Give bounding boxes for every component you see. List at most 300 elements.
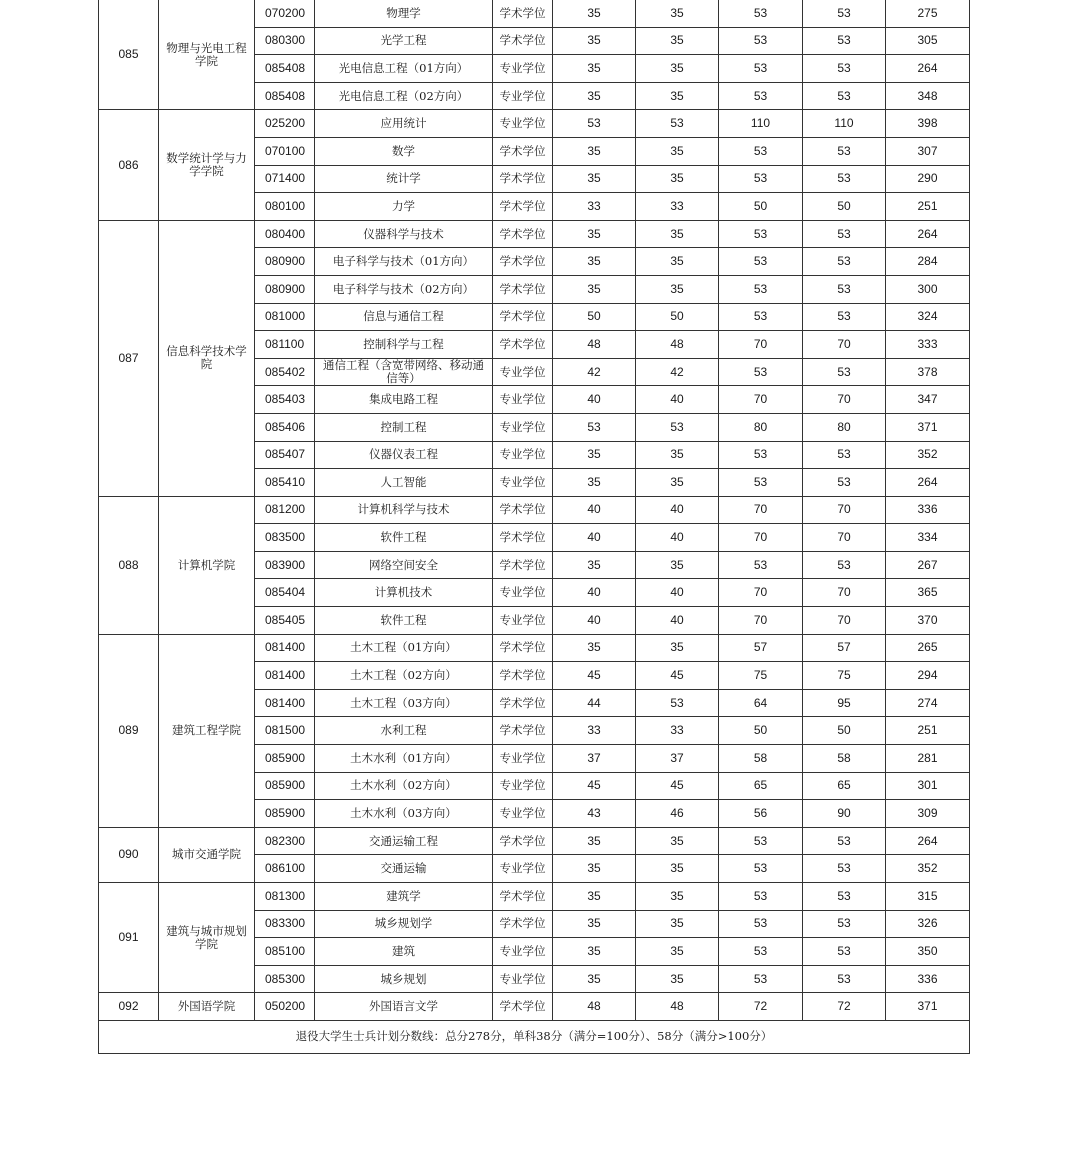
degree-type: 专业学位 xyxy=(493,855,553,883)
score-politics: 43 xyxy=(553,800,636,828)
score-subject-two: 53 xyxy=(803,883,886,911)
score-politics: 33 xyxy=(553,193,636,221)
score-politics: 45 xyxy=(553,662,636,690)
major-code: 081200 xyxy=(255,496,315,524)
score-subject-two: 80 xyxy=(803,413,886,441)
score-total: 307 xyxy=(886,137,970,165)
major-name: 土木工程（03方向） xyxy=(315,689,493,717)
score-politics: 40 xyxy=(553,607,636,635)
score-politics: 35 xyxy=(553,137,636,165)
score-politics: 35 xyxy=(553,0,636,27)
score-subject-two: 50 xyxy=(803,717,886,745)
score-subject-one: 53 xyxy=(719,441,803,469)
major-name: 城乡规划学 xyxy=(315,910,493,938)
score-subject-two: 53 xyxy=(803,0,886,27)
score-subject-two: 53 xyxy=(803,275,886,303)
score-foreign-language: 50 xyxy=(636,303,719,331)
degree-type: 学术学位 xyxy=(493,0,553,27)
score-subject-two: 53 xyxy=(803,220,886,248)
major-name: 控制工程 xyxy=(315,413,493,441)
score-subject-one: 110 xyxy=(719,110,803,138)
major-name: 仪器仪表工程 xyxy=(315,441,493,469)
degree-type: 学术学位 xyxy=(493,165,553,193)
score-total: 264 xyxy=(886,220,970,248)
college-name: 计算机学院 xyxy=(159,496,255,634)
score-subject-one: 72 xyxy=(719,993,803,1021)
score-foreign-language: 35 xyxy=(636,855,719,883)
score-foreign-language: 40 xyxy=(636,524,719,552)
score-total: 365 xyxy=(886,579,970,607)
score-total: 348 xyxy=(886,82,970,110)
score-subject-two: 53 xyxy=(803,165,886,193)
major-name: 电子科学与技术（02方向） xyxy=(315,275,493,303)
degree-type: 学术学位 xyxy=(493,827,553,855)
degree-type: 学术学位 xyxy=(493,137,553,165)
score-subject-two: 53 xyxy=(803,303,886,331)
score-subject-one: 53 xyxy=(719,165,803,193)
major-name: 外国语言文学 xyxy=(315,993,493,1021)
score-subject-two: 65 xyxy=(803,772,886,800)
score-politics: 42 xyxy=(553,358,636,386)
score-foreign-language: 35 xyxy=(636,634,719,662)
score-total: 336 xyxy=(886,496,970,524)
score-politics: 35 xyxy=(553,855,636,883)
college-code: 089 xyxy=(99,634,159,827)
score-total: 264 xyxy=(886,469,970,497)
degree-type: 专业学位 xyxy=(493,965,553,993)
score-subject-two: 70 xyxy=(803,386,886,414)
score-subject-one: 70 xyxy=(719,386,803,414)
major-code: 081400 xyxy=(255,662,315,690)
major-name: 统计学 xyxy=(315,165,493,193)
degree-type: 学术学位 xyxy=(493,496,553,524)
score-subject-one: 70 xyxy=(719,579,803,607)
score-subject-two: 53 xyxy=(803,910,886,938)
major-name: 土木工程（02方向） xyxy=(315,662,493,690)
score-foreign-language: 35 xyxy=(636,883,719,911)
score-foreign-language: 53 xyxy=(636,413,719,441)
score-total: 275 xyxy=(886,0,970,27)
major-code: 080900 xyxy=(255,275,315,303)
veteran-plan-footnote: 退役大学生士兵计划分数线：总分278分，单科38分（满分=100分）、58分（满分>100分） xyxy=(99,1020,970,1053)
score-subject-one: 50 xyxy=(719,193,803,221)
score-foreign-language: 45 xyxy=(636,772,719,800)
score-subject-one: 70 xyxy=(719,524,803,552)
degree-type: 学术学位 xyxy=(493,689,553,717)
score-politics: 35 xyxy=(553,551,636,579)
major-code: 085900 xyxy=(255,800,315,828)
table-row xyxy=(99,0,970,27)
score-total: 336 xyxy=(886,965,970,993)
degree-type: 学术学位 xyxy=(493,27,553,55)
score-politics: 35 xyxy=(553,883,636,911)
table-row xyxy=(99,220,970,248)
score-subject-one: 53 xyxy=(719,303,803,331)
degree-type: 学术学位 xyxy=(493,993,553,1021)
major-code: 085407 xyxy=(255,441,315,469)
major-name: 仪器科学与技术 xyxy=(315,220,493,248)
score-foreign-language: 35 xyxy=(636,938,719,966)
score-subject-two: 57 xyxy=(803,634,886,662)
score-subject-one: 53 xyxy=(719,938,803,966)
score-total: 290 xyxy=(886,165,970,193)
score-subject-two: 110 xyxy=(803,110,886,138)
major-name: 数学 xyxy=(315,137,493,165)
college-name: 建筑与城市规划学院 xyxy=(159,883,255,993)
major-code: 085100 xyxy=(255,938,315,966)
major-name: 土木水利（03方向） xyxy=(315,800,493,828)
score-total: 264 xyxy=(886,55,970,83)
table-row xyxy=(99,634,970,662)
degree-type: 学术学位 xyxy=(493,662,553,690)
table-body xyxy=(99,0,970,1053)
major-name: 土木水利（01方向） xyxy=(315,745,493,773)
degree-type: 专业学位 xyxy=(493,469,553,497)
table-row xyxy=(99,496,970,524)
score-politics: 40 xyxy=(553,386,636,414)
major-name: 软件工程 xyxy=(315,524,493,552)
score-subject-two: 70 xyxy=(803,607,886,635)
major-name: 软件工程 xyxy=(315,607,493,635)
score-subject-two: 53 xyxy=(803,855,886,883)
score-total: 281 xyxy=(886,745,970,773)
score-foreign-language: 40 xyxy=(636,496,719,524)
major-name: 光学工程 xyxy=(315,27,493,55)
score-subject-one: 53 xyxy=(719,275,803,303)
score-total: 334 xyxy=(886,524,970,552)
college-name: 外国语学院 xyxy=(159,993,255,1021)
major-name: 应用统计 xyxy=(315,110,493,138)
score-subject-two: 53 xyxy=(803,965,886,993)
degree-type: 学术学位 xyxy=(493,634,553,662)
score-foreign-language: 46 xyxy=(636,800,719,828)
major-code: 085408 xyxy=(255,82,315,110)
score-subject-one: 50 xyxy=(719,717,803,745)
degree-type: 专业学位 xyxy=(493,938,553,966)
score-foreign-language: 35 xyxy=(636,469,719,497)
score-total: 267 xyxy=(886,551,970,579)
score-subject-one: 70 xyxy=(719,331,803,359)
major-code: 081100 xyxy=(255,331,315,359)
degree-type: 学术学位 xyxy=(493,551,553,579)
major-code: 085408 xyxy=(255,55,315,83)
score-foreign-language: 48 xyxy=(636,993,719,1021)
score-subject-one: 53 xyxy=(719,27,803,55)
score-politics: 35 xyxy=(553,55,636,83)
degree-type: 学术学位 xyxy=(493,193,553,221)
score-subject-two: 90 xyxy=(803,800,886,828)
score-subject-two: 95 xyxy=(803,689,886,717)
major-name: 力学 xyxy=(315,193,493,221)
degree-type: 专业学位 xyxy=(493,82,553,110)
score-subject-one: 70 xyxy=(719,607,803,635)
score-foreign-language: 37 xyxy=(636,745,719,773)
score-politics: 33 xyxy=(553,717,636,745)
score-foreign-language: 35 xyxy=(636,965,719,993)
score-total: 326 xyxy=(886,910,970,938)
major-code: 083300 xyxy=(255,910,315,938)
score-subject-one: 53 xyxy=(719,965,803,993)
score-subject-one: 53 xyxy=(719,910,803,938)
score-subject-one: 53 xyxy=(719,0,803,27)
score-total: 251 xyxy=(886,717,970,745)
score-subject-one: 53 xyxy=(719,82,803,110)
major-name: 城乡规划 xyxy=(315,965,493,993)
score-total: 370 xyxy=(886,607,970,635)
score-total: 371 xyxy=(886,413,970,441)
score-subject-two: 70 xyxy=(803,579,886,607)
major-code: 080400 xyxy=(255,220,315,248)
major-code: 085410 xyxy=(255,469,315,497)
major-name: 土木工程（01方向） xyxy=(315,634,493,662)
degree-type: 专业学位 xyxy=(493,358,553,386)
score-subject-two: 53 xyxy=(803,441,886,469)
score-subject-two: 58 xyxy=(803,745,886,773)
score-politics: 53 xyxy=(553,110,636,138)
score-subject-one: 53 xyxy=(719,55,803,83)
score-subject-one: 53 xyxy=(719,827,803,855)
major-code: 085402 xyxy=(255,358,315,386)
score-subject-one: 53 xyxy=(719,137,803,165)
score-total: 305 xyxy=(886,27,970,55)
degree-type: 专业学位 xyxy=(493,386,553,414)
college-name: 物理与光电工程学院 xyxy=(159,0,255,110)
score-foreign-language: 35 xyxy=(636,827,719,855)
major-code: 085404 xyxy=(255,579,315,607)
score-foreign-language: 53 xyxy=(636,689,719,717)
score-subject-two: 53 xyxy=(803,358,886,386)
score-subject-two: 70 xyxy=(803,524,886,552)
score-total: 301 xyxy=(886,772,970,800)
major-name: 建筑学 xyxy=(315,883,493,911)
major-code: 086100 xyxy=(255,855,315,883)
score-total: 398 xyxy=(886,110,970,138)
score-foreign-language: 35 xyxy=(636,441,719,469)
score-foreign-language: 40 xyxy=(636,607,719,635)
score-politics: 37 xyxy=(553,745,636,773)
score-subject-two: 70 xyxy=(803,496,886,524)
degree-type: 专业学位 xyxy=(493,441,553,469)
score-total: 315 xyxy=(886,883,970,911)
degree-type: 学术学位 xyxy=(493,303,553,331)
score-subject-two: 53 xyxy=(803,82,886,110)
major-code: 085403 xyxy=(255,386,315,414)
score-total: 347 xyxy=(886,386,970,414)
college-code: 087 xyxy=(99,220,159,496)
score-subject-two: 50 xyxy=(803,193,886,221)
major-code: 085900 xyxy=(255,745,315,773)
college-code: 091 xyxy=(99,883,159,993)
table-row xyxy=(99,883,970,911)
degree-type: 专业学位 xyxy=(493,579,553,607)
score-foreign-language: 33 xyxy=(636,717,719,745)
score-foreign-language: 42 xyxy=(636,358,719,386)
score-subject-one: 53 xyxy=(719,220,803,248)
score-politics: 35 xyxy=(553,27,636,55)
score-total: 264 xyxy=(886,827,970,855)
score-subject-one: 57 xyxy=(719,634,803,662)
score-foreign-language: 35 xyxy=(636,137,719,165)
score-foreign-language: 35 xyxy=(636,165,719,193)
score-subject-two: 53 xyxy=(803,248,886,276)
score-subject-one: 53 xyxy=(719,248,803,276)
degree-type: 学术学位 xyxy=(493,220,553,248)
degree-type: 学术学位 xyxy=(493,717,553,745)
college-code: 088 xyxy=(99,496,159,634)
college-code: 086 xyxy=(99,110,159,220)
degree-type: 学术学位 xyxy=(493,331,553,359)
major-code: 050200 xyxy=(255,993,315,1021)
degree-type: 专业学位 xyxy=(493,800,553,828)
degree-type: 专业学位 xyxy=(493,55,553,83)
degree-type: 专业学位 xyxy=(493,110,553,138)
score-foreign-language: 48 xyxy=(636,331,719,359)
major-name: 水利工程 xyxy=(315,717,493,745)
score-subject-two: 53 xyxy=(803,551,886,579)
major-name: 网络空间安全 xyxy=(315,551,493,579)
score-politics: 48 xyxy=(553,993,636,1021)
score-foreign-language: 53 xyxy=(636,110,719,138)
score-total: 352 xyxy=(886,441,970,469)
degree-type: 学术学位 xyxy=(493,910,553,938)
major-name: 通信工程（含宽带网络、移动通信等） xyxy=(315,358,493,386)
table-row xyxy=(99,110,970,138)
college-name: 信息科学技术学院 xyxy=(159,220,255,496)
score-politics: 35 xyxy=(553,441,636,469)
score-foreign-language: 35 xyxy=(636,27,719,55)
major-code: 082300 xyxy=(255,827,315,855)
major-name: 计算机科学与技术 xyxy=(315,496,493,524)
score-subject-two: 53 xyxy=(803,938,886,966)
score-total: 350 xyxy=(886,938,970,966)
score-subject-one: 53 xyxy=(719,883,803,911)
major-name: 土木水利（02方向） xyxy=(315,772,493,800)
score-politics: 35 xyxy=(553,938,636,966)
major-code: 025200 xyxy=(255,110,315,138)
major-name: 控制科学与工程 xyxy=(315,331,493,359)
major-code: 081400 xyxy=(255,634,315,662)
major-name: 交通运输 xyxy=(315,855,493,883)
score-foreign-language: 45 xyxy=(636,662,719,690)
score-politics: 48 xyxy=(553,331,636,359)
college-code: 090 xyxy=(99,827,159,882)
degree-type: 学术学位 xyxy=(493,524,553,552)
score-total: 284 xyxy=(886,248,970,276)
score-subject-two: 75 xyxy=(803,662,886,690)
score-total: 294 xyxy=(886,662,970,690)
score-politics: 45 xyxy=(553,772,636,800)
degree-type: 专业学位 xyxy=(493,745,553,773)
score-politics: 35 xyxy=(553,220,636,248)
score-subject-one: 65 xyxy=(719,772,803,800)
score-politics: 35 xyxy=(553,827,636,855)
score-total: 309 xyxy=(886,800,970,828)
degree-type: 学术学位 xyxy=(493,248,553,276)
major-code: 085300 xyxy=(255,965,315,993)
score-politics: 35 xyxy=(553,82,636,110)
score-subject-one: 64 xyxy=(719,689,803,717)
score-foreign-language: 35 xyxy=(636,55,719,83)
college-code: 085 xyxy=(99,0,159,110)
score-total: 333 xyxy=(886,331,970,359)
score-politics: 35 xyxy=(553,469,636,497)
score-politics: 40 xyxy=(553,524,636,552)
score-foreign-language: 40 xyxy=(636,579,719,607)
score-total: 371 xyxy=(886,993,970,1021)
degree-type: 专业学位 xyxy=(493,607,553,635)
major-code: 080100 xyxy=(255,193,315,221)
score-total: 265 xyxy=(886,634,970,662)
major-code: 081500 xyxy=(255,717,315,745)
score-subject-two: 53 xyxy=(803,469,886,497)
score-foreign-language: 35 xyxy=(636,220,719,248)
table-row xyxy=(99,827,970,855)
score-politics: 35 xyxy=(553,248,636,276)
score-total: 251 xyxy=(886,193,970,221)
major-name: 集成电路工程 xyxy=(315,386,493,414)
college-code: 092 xyxy=(99,993,159,1021)
score-subject-one: 70 xyxy=(719,496,803,524)
major-code: 071400 xyxy=(255,165,315,193)
score-politics: 35 xyxy=(553,275,636,303)
major-code: 085405 xyxy=(255,607,315,635)
score-foreign-language: 35 xyxy=(636,0,719,27)
major-name: 交通运输工程 xyxy=(315,827,493,855)
major-code: 070100 xyxy=(255,137,315,165)
score-politics: 53 xyxy=(553,413,636,441)
college-name: 数学统计学与力学学院 xyxy=(159,110,255,220)
major-code: 070200 xyxy=(255,0,315,27)
major-name: 信息与通信工程 xyxy=(315,303,493,331)
major-code: 080300 xyxy=(255,27,315,55)
score-subject-one: 53 xyxy=(719,551,803,579)
major-code: 081000 xyxy=(255,303,315,331)
score-politics: 50 xyxy=(553,303,636,331)
score-total: 378 xyxy=(886,358,970,386)
major-name: 计算机技术 xyxy=(315,579,493,607)
score-subject-one: 53 xyxy=(719,469,803,497)
degree-type: 学术学位 xyxy=(493,883,553,911)
score-foreign-language: 33 xyxy=(636,193,719,221)
score-politics: 35 xyxy=(553,965,636,993)
degree-type: 专业学位 xyxy=(493,772,553,800)
major-code: 080900 xyxy=(255,248,315,276)
degree-type: 学术学位 xyxy=(493,275,553,303)
score-subject-two: 53 xyxy=(803,827,886,855)
score-total: 274 xyxy=(886,689,970,717)
score-subject-two: 53 xyxy=(803,137,886,165)
score-subject-one: 58 xyxy=(719,745,803,773)
college-name: 建筑工程学院 xyxy=(159,634,255,827)
major-name: 光电信息工程（01方向） xyxy=(315,55,493,83)
score-total: 324 xyxy=(886,303,970,331)
score-subject-one: 80 xyxy=(719,413,803,441)
major-code: 083900 xyxy=(255,551,315,579)
major-name: 人工智能 xyxy=(315,469,493,497)
footnote-row xyxy=(99,1020,970,1053)
major-code: 081400 xyxy=(255,689,315,717)
score-subject-one: 53 xyxy=(719,358,803,386)
major-code: 083500 xyxy=(255,524,315,552)
score-politics: 35 xyxy=(553,634,636,662)
score-politics: 35 xyxy=(553,910,636,938)
score-subject-one: 53 xyxy=(719,855,803,883)
score-total: 300 xyxy=(886,275,970,303)
score-foreign-language: 35 xyxy=(636,248,719,276)
major-name: 物理学 xyxy=(315,0,493,27)
score-politics: 35 xyxy=(553,165,636,193)
major-name: 建筑 xyxy=(315,938,493,966)
